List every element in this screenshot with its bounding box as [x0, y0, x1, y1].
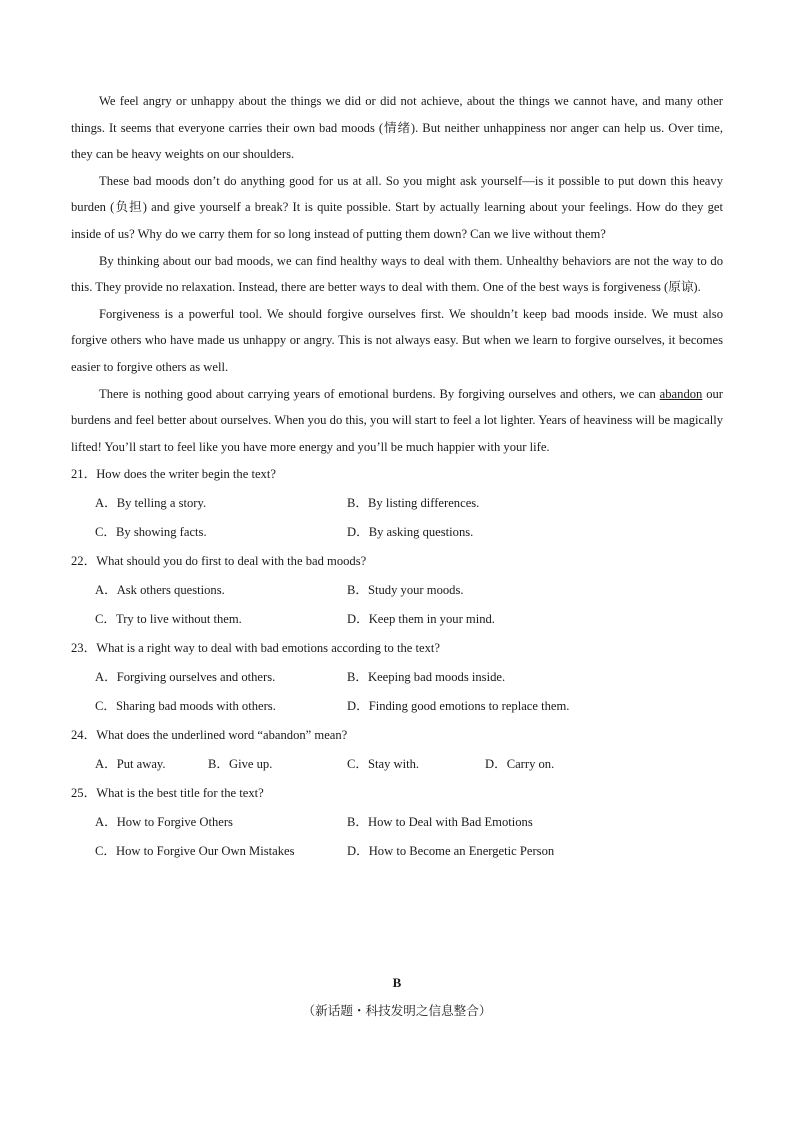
underlined-word-abandon: abandon	[659, 386, 703, 401]
option-b: B．Give up.	[208, 757, 273, 772]
question-stem: 22．What should you do first to deal with the bad moods?	[71, 554, 367, 569]
option-b: B．Keeping bad moods inside.	[347, 670, 506, 685]
section-subtitle: （新话题・科技发明之信息整合）	[302, 1004, 492, 1018]
option-a: A．How to Forgive Others	[95, 815, 233, 830]
passage-p5-text-before: There is nothing good about carrying years of emotional burdens. By forgiving ourselves and others, we can	[99, 386, 660, 401]
option-c: C．Stay with.	[347, 757, 420, 772]
option-d: D．By asking questions.	[347, 525, 474, 540]
option-a: A．Forgiving ourselves and others.	[95, 670, 276, 685]
option-d: D．Finding good emotions to replace them.	[347, 699, 570, 714]
passage-paragraph-2: These bad moods don’t do anything good for us at all. So you might ask yourself—is it possible to put down this heavy burden (负担) and give yourself a break? It is quite possible. Start by actually learning about your feelings. How do they get inside of us? Why do we carry them for so long instead of putting them down? Can we live without them?	[71, 173, 723, 241]
option-a: A．By telling a story.	[95, 496, 207, 511]
section-heading: B	[392, 975, 402, 990]
option-a: A．Put away.	[95, 757, 166, 772]
question-stem: 25．What is the best title for the text?	[71, 786, 264, 801]
passage-paragraph-5	[71, 381, 723, 461]
option-list	[71, 808, 723, 866]
question-21	[71, 460, 723, 547]
option-c: C．Sharing bad moods with others.	[95, 699, 276, 714]
exam-page	[71, 88, 723, 866]
question-stem: 21．How does the writer begin the text?	[71, 467, 276, 482]
question-stem: 24．What does the underlined word “abandon” mean?	[71, 728, 348, 743]
option-d: D．Carry on.	[485, 757, 555, 772]
option-a: A．Ask others questions.	[95, 583, 225, 598]
question-stem: 23．What is a right way to deal with bad emotions according to the text?	[71, 641, 440, 656]
passage-paragraph-1: We feel angry or unhappy about the things we did or did not achieve, about the things we cannot have, and many other things. It seems that everyone carries their own bad moods (情绪). But neither unhappiness nor anger can help us. Over time, they can be heavy weights on our shoulders.	[71, 94, 723, 162]
option-b: B．How to Deal with Bad Emotions	[347, 815, 533, 830]
question-22	[71, 547, 723, 634]
option-list	[71, 489, 723, 547]
question-25	[71, 779, 723, 866]
passage-paragraph-4: Forgiveness is a powerful tool. We should forgive ourselves first. We shouldn’t keep bad moods inside. We must also forgive others who have made us unhappy or angry. This is not always easy. But when we learn to forgive ourselves, it becomes easier to forgive others as well.	[71, 306, 723, 374]
passage-paragraph-3: By thinking about our bad moods, we can find healthy ways to deal with them. Unhealthy behaviors are not the way to do this. They provide no relaxation. Instead, there are better ways to deal with them. One of the best ways is forgiveness (原谅).	[71, 253, 723, 295]
passage-p5-text-after: our burdens and feel better about ourselves. When you do this, you will start to feel a lot lighter. Years of heaviness will be magically lifted! You’ll start to feel like you have more energy and you’ll be much happier with your life.	[71, 386, 723, 454]
option-list	[71, 663, 723, 721]
option-c: C．Try to live without them.	[95, 612, 242, 627]
option-list	[71, 750, 723, 779]
option-c: C．By showing facts.	[95, 525, 207, 540]
option-d: D．Keep them in your mind.	[347, 612, 495, 627]
option-list	[71, 576, 723, 634]
option-c: C．How to Forgive Our Own Mistakes	[95, 844, 295, 859]
option-b: B．By listing differences.	[347, 496, 480, 511]
option-d: D．How to Become an Energetic Person	[347, 844, 555, 859]
option-b: B．Study your moods.	[347, 583, 464, 598]
question-24	[71, 721, 723, 779]
question-23	[71, 634, 723, 721]
